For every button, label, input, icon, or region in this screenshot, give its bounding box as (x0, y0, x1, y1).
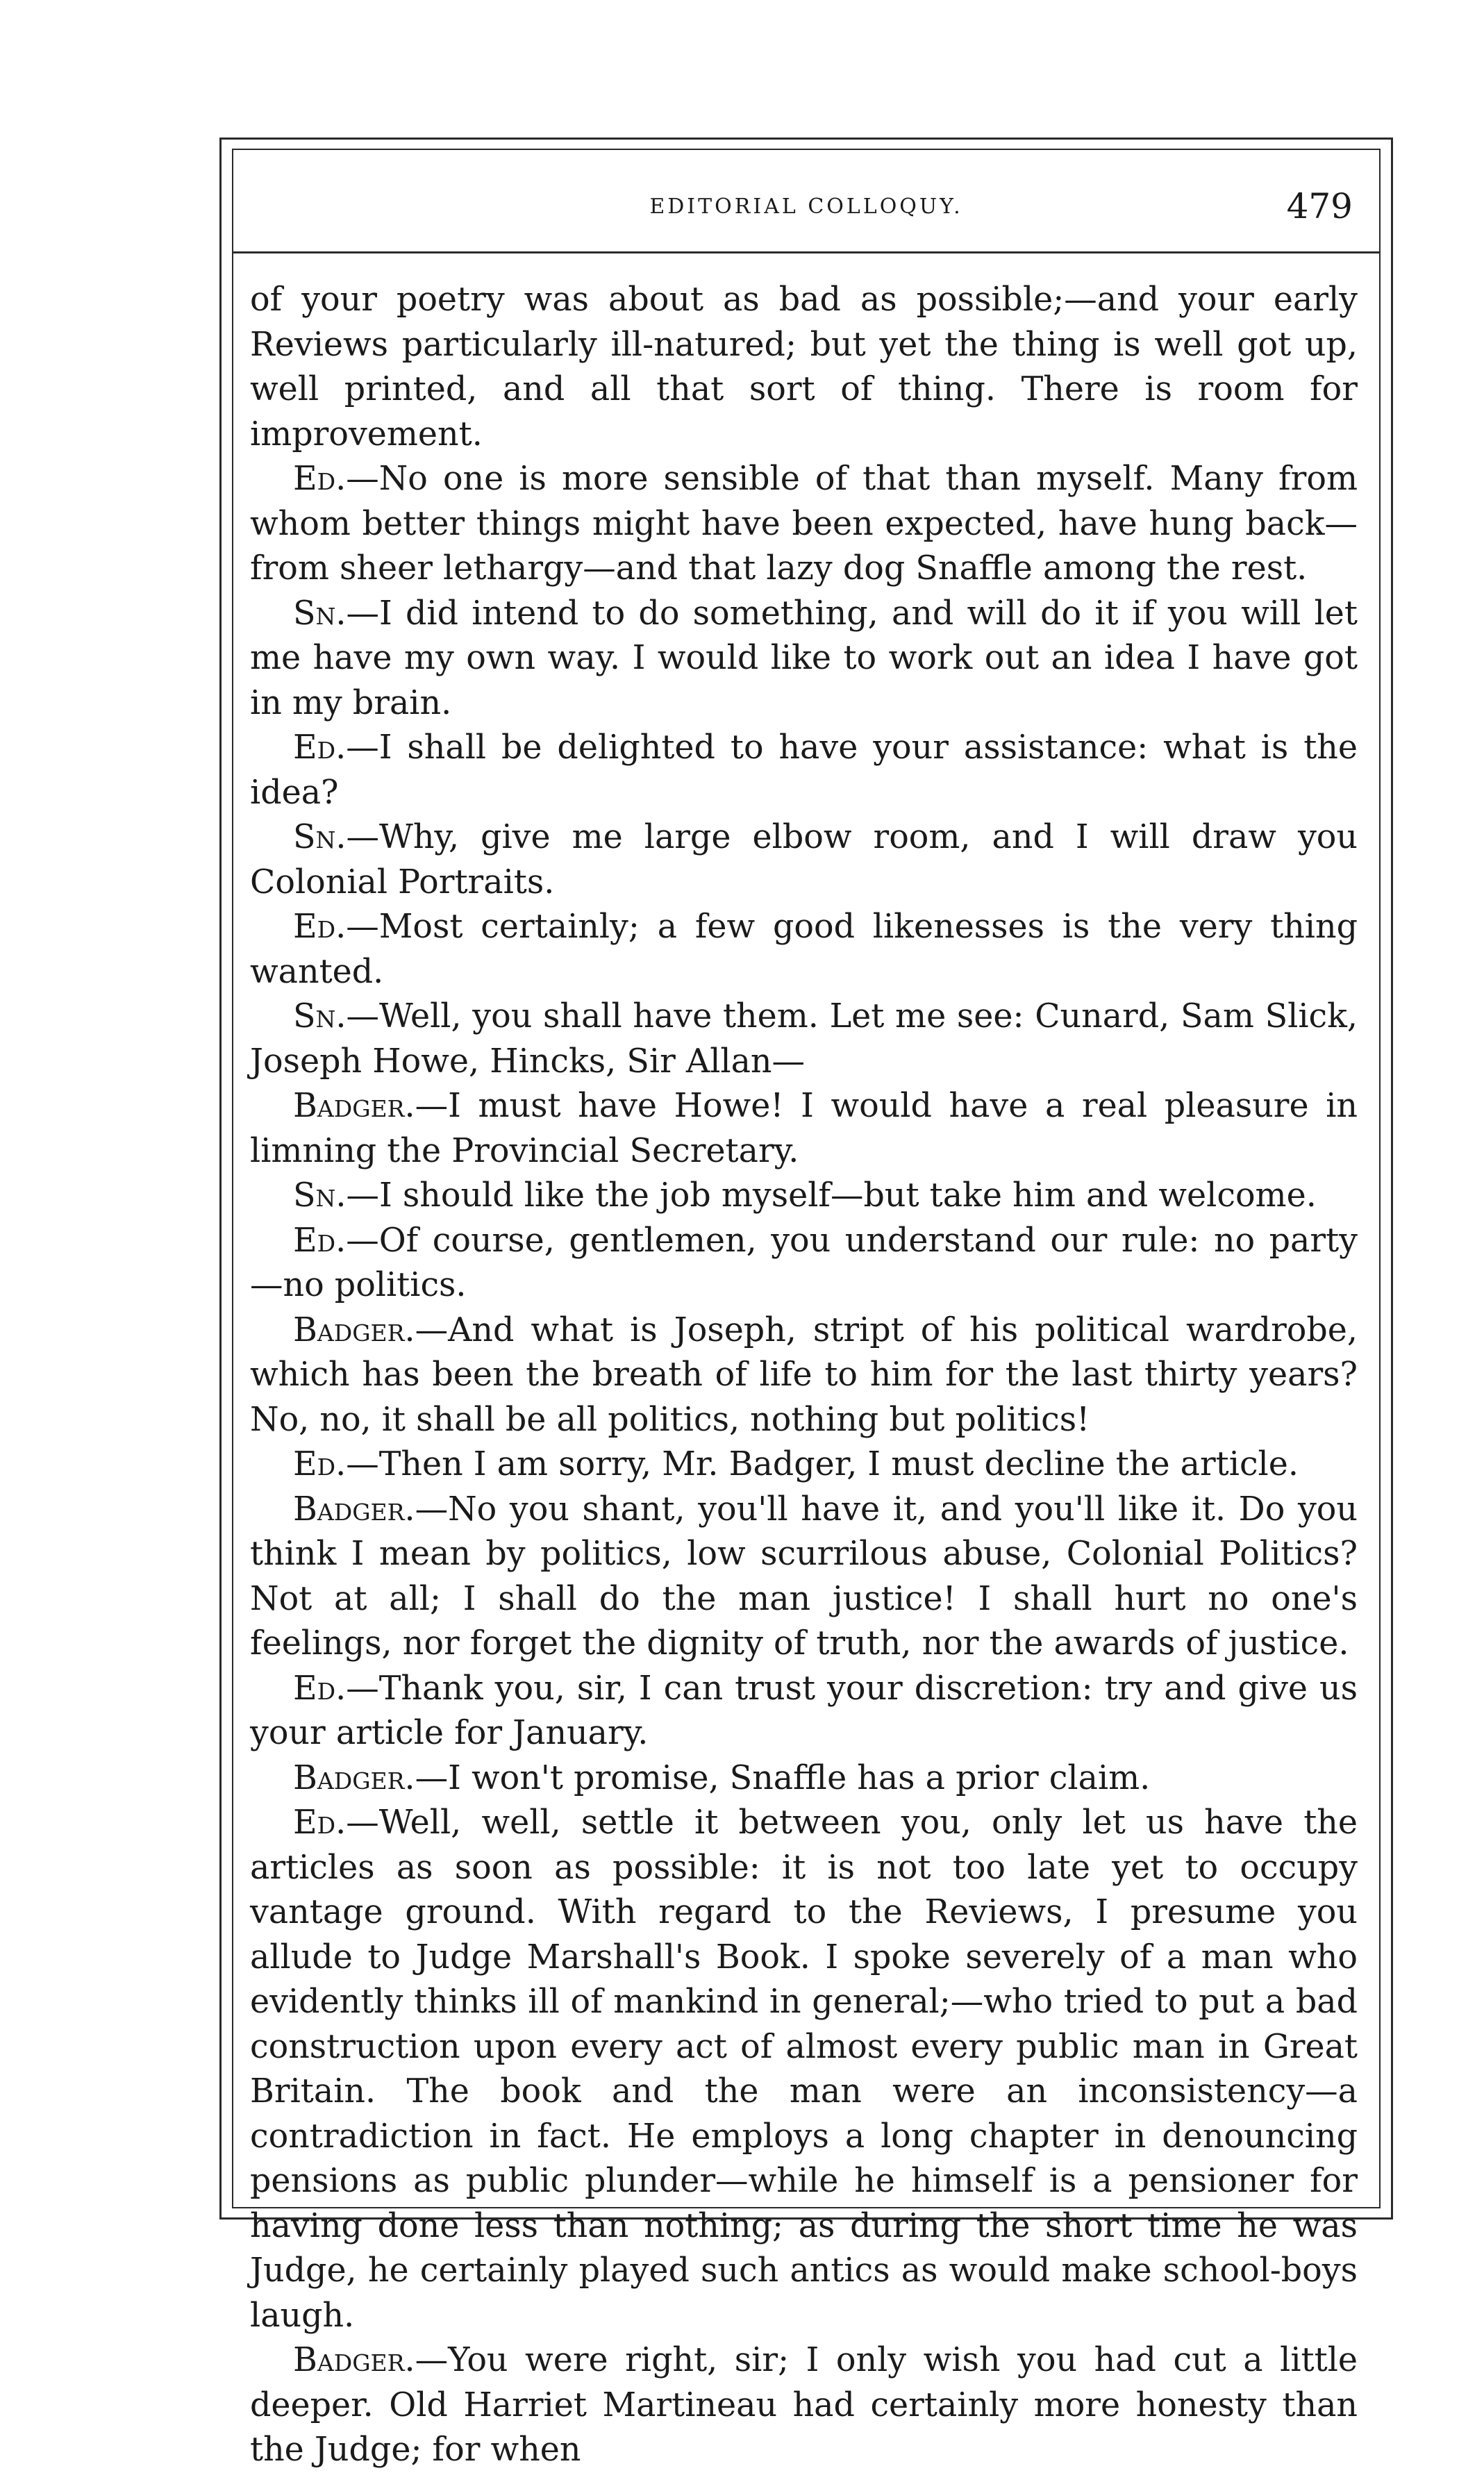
paragraph-text: —I did intend to do something, and will do it if you will let me have my own way. I would like to work out an idea I have got in my brain. (250, 594, 1358, 722)
speaker-label: Badger. (293, 1087, 415, 1125)
paragraph-text: —Well, well, settle it between you, only let us have the articles as soon as possible: it is not too late yet to occupy vantage ground. With regard to the Reviews, I presume you allude to Judge Marshall's Book. I spoke severely of a man who evidently thinks ill of mankind in general;—who tried to put a bad construction upon every act of almost every public man in Great Britain. The book and the man were an inconsistency—a contradiction in fact. He employs a long chapter in denouncing pensions as public plunder—while he himself is a pensioner for having done less than nothing; as during the short time he was Judge, he certainly played such antics as would make school-boys laugh. (250, 1804, 1358, 2335)
paragraph (250, 994, 1358, 1084)
paragraph (250, 1084, 1358, 1174)
paragraph-text: —I should like the job myself—but take him and welcome. (346, 1176, 1317, 1215)
paragraph (250, 905, 1358, 994)
body-text (250, 278, 1358, 2473)
paragraph-text: —I must have Howe! I would have a real pleasure in limning the Provincial Secretary. (250, 1087, 1358, 1170)
speaker-label: Badger. (293, 1310, 415, 1349)
speaker-label: Ed. (293, 728, 347, 767)
paragraph (250, 1756, 1358, 1801)
paragraph (250, 1442, 1358, 1488)
speaker-label: Ed. (293, 908, 347, 946)
paragraph-text: —You were right, sir; I only wish you had cut a little deeper. Old Harriet Martineau had certainly more honesty than the Judge; for when (250, 2341, 1358, 2469)
header-rule (232, 251, 1381, 253)
speaker-label: Ed. (293, 1445, 347, 1483)
speaker-label: Sn. (293, 818, 347, 856)
paragraph-text: —Thank you, sir, I can trust your discretion: try and give us your article for January. (250, 1669, 1358, 1752)
paragraph (250, 1219, 1358, 1308)
running-head: EDITORIAL COLLOQUY. (649, 194, 963, 219)
paragraph (250, 1174, 1358, 1219)
paragraph (250, 815, 1358, 905)
paragraph-text: —No you shant, you'll have it, and you'll like it. Do you think I mean by politics, low scurrilous abuse, Colonial Politics? Not at all; I shall do the man justice! I shall hurt no one's feelings, nor forget the dignity of truth, nor the awards of justice. (250, 1490, 1358, 1663)
paragraph (250, 278, 1358, 457)
speaker-label: Sn. (293, 997, 347, 1035)
speaker-label: Sn. (293, 1176, 347, 1215)
paragraph-text: —Why, give me large elbow room, and I will draw you Colonial Portraits. (250, 818, 1358, 901)
page-header (232, 174, 1381, 243)
paragraph (250, 726, 1358, 815)
speaker-label: Ed. (293, 460, 347, 498)
paragraph (250, 1667, 1358, 1756)
paragraph-text: —Well, you shall have them. Let me see: Cunard, Sam Slick, Joseph Howe, Hincks, Sir Allan— (250, 997, 1358, 1081)
speaker-label: Badger. (293, 1490, 415, 1529)
page-number: 479 (1286, 186, 1353, 226)
paragraph-text: —I won't promise, Snaffle has a prior claim. (415, 1758, 1151, 1797)
paragraph-text: —And what is Joseph, stript of his political wardrobe, which has been the breath of life to him for the last thirty years? No, no, it shall be all politics, nothing but politics! (250, 1310, 1358, 1439)
paragraph-text: —I shall be delighted to have your assistance: what is the idea? (250, 728, 1358, 812)
speaker-label: Ed. (293, 1669, 347, 1708)
paragraph-text: —No one is more sensible of that than myself. Many from whom better things might have been expected, have hung back—from sheer lethargy—and that lazy dog Snaffle among the rest. (250, 460, 1358, 588)
paragraph (250, 457, 1358, 592)
paragraph (250, 1488, 1358, 1667)
paragraph (250, 2338, 1358, 2473)
paragraph-text: —Of course, gentlemen, you understand our rule: no party—no politics. (250, 1221, 1358, 1304)
speaker-label: Badger. (293, 2341, 415, 2379)
paragraph-text: —Then I am sorry, Mr. Badger, I must decline the article. (346, 1445, 1299, 1483)
paragraph-text: of your poetry was about as bad as possible;—and your early Reviews particularly ill-natured; but yet the thing is well got up, well printed, and all that sort of thing. There is room for improvement. (250, 281, 1358, 453)
speaker-label: Ed. (293, 1804, 347, 1842)
paragraph (250, 592, 1358, 726)
speaker-label: Sn. (293, 594, 347, 633)
paragraph (250, 1308, 1358, 1443)
speaker-label: Ed. (293, 1221, 347, 1260)
paragraph-text: —Most certainly; a few good likenesses is the very thing wanted. (250, 908, 1358, 991)
paragraph (250, 1801, 1358, 2338)
speaker-label: Badger. (293, 1758, 415, 1797)
